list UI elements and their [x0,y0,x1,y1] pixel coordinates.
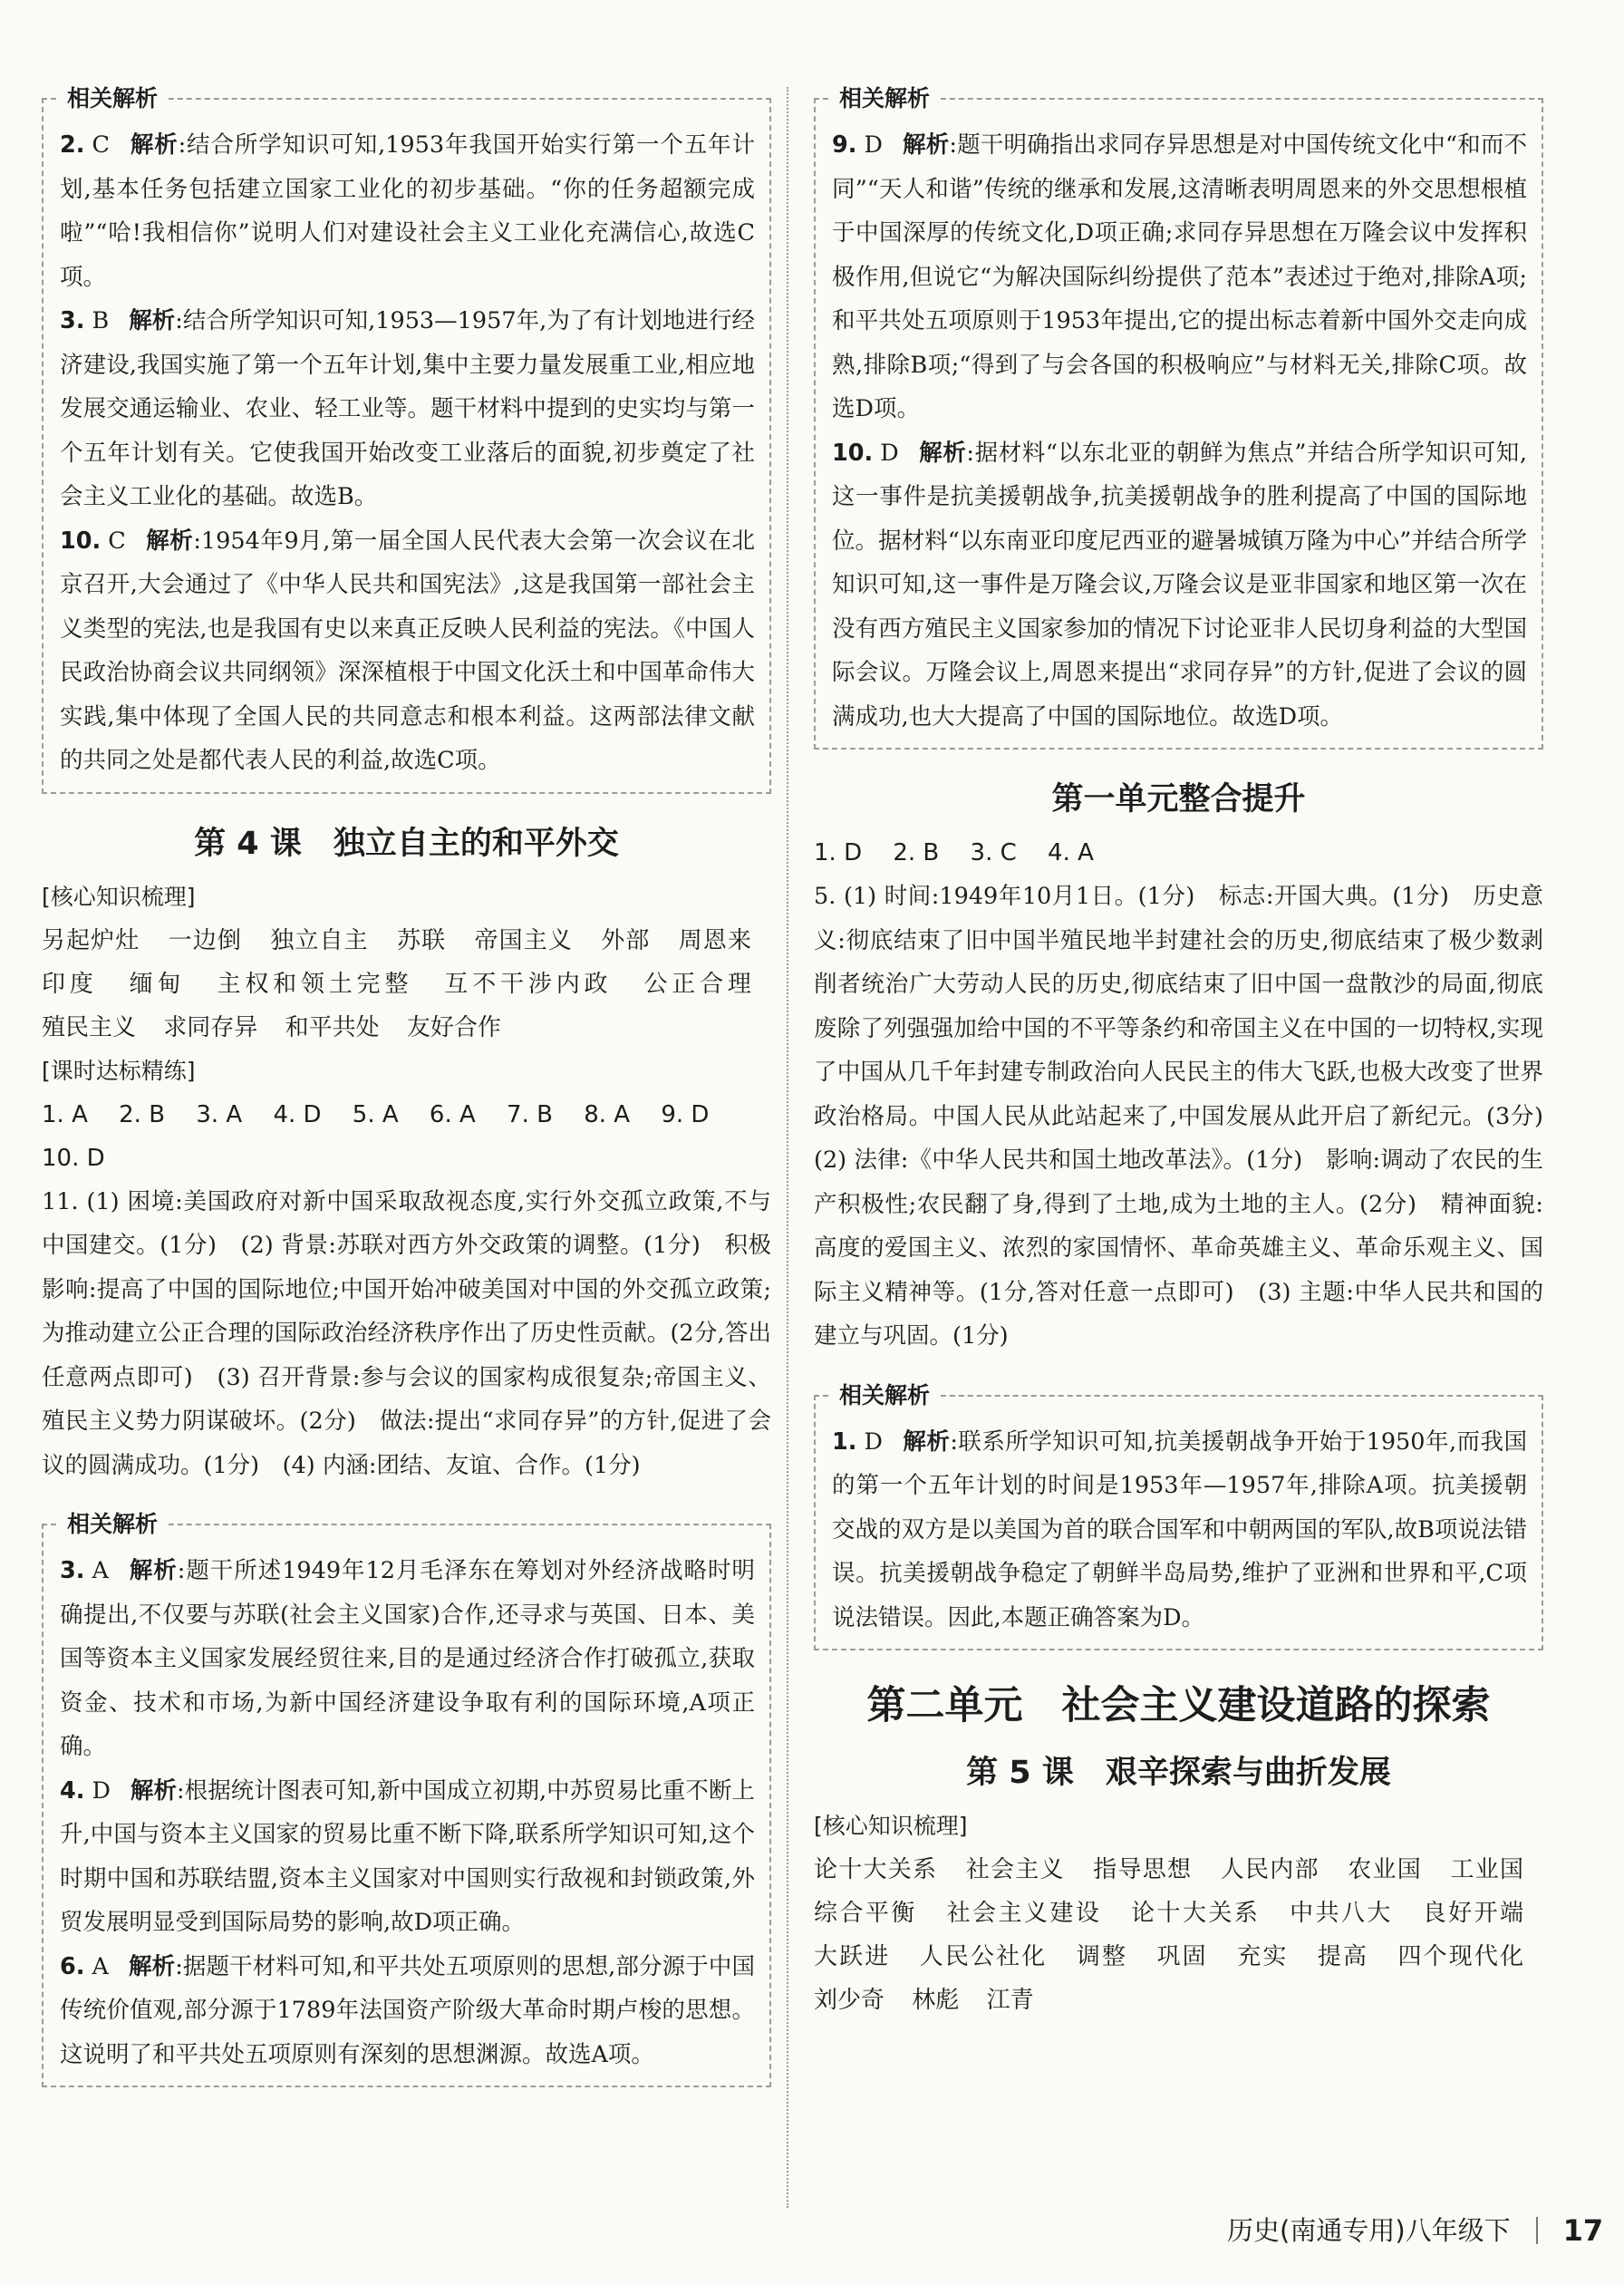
analysis-item [832,431,1527,740]
keyword: 周恩来 [678,926,751,954]
box-title: 相关解析 [828,1380,941,1411]
page-number: 17 [1562,2213,1604,2248]
answer-list [814,831,1543,875]
left-column [42,85,771,2115]
analysis-text: :据材料“以东北亚的朝鲜为焦点”并结合所学知识可知,这一事件是抗美援朝战争,抗美援朝战争的胜利提高了中国的国际地位。据材料“以东南亚印度尼西亚的避暑城镇万隆为中心”并结合所学知识可知,这一事件是万隆会议,万隆会议是亚非国家和地区第一次在没有西方殖民主义国家参加的情况下讨论亚非人民切身利益的大型国际会议。万隆会议上,周恩来提出“求同存异”的方针,促进了会议的圆满成功,也大大提高了中国的国际地位。故选D项。 [832,439,1527,731]
keyword: 主权和领土完整 [217,970,413,998]
box-title: 相关解析 [56,1509,169,1540]
analysis-label: 解析 [128,1557,178,1584]
answer-item: 7. B [507,1100,553,1128]
analysis-label: 解析 [145,527,194,555]
question-11-answer: 11. (1) 困境:美国政府对新中国采取敌视态度,实行外交孤立政策,不与中国建交。(1分) (2) 背景:苏联对西方外交政策的调整。(1分) 积极影响:提高了中国的国际地位;中国开始冲破美国对中国的外交孤立政策;为推动建立公正合理的国际政治经济秩序作出了历史性贡献。(2分,答出任意两点即可) (3) 召开背景:参与会议的国家构成很复杂;帝国主义、殖民主义势力阴谋破坏。(2分) 做法:提出“求同存异”的方针,促进了会议的圆满成功。(1分) (4) 内涵:团结、友谊、合作。(1分) [42,1187,771,1479]
analysis-text: :联系所学知识可知,抗美援朝战争开始于1950年,而我国的第一个五年计划的时间是1953年—1957年,排除A项。抗美援朝交战的双方是以美国为首的联合国军和中朝两国的军队,故B项说法错误。抗美援朝战争稳定了朝鲜半岛局势,维护了亚洲和世界和平,C项说法错误。因此,本题正确答案为D。 [832,1428,1527,1631]
keyword: 论十大关系 [814,1856,938,1883]
section-tag: [ 课时达标精练 ] [42,1053,199,1089]
analysis-item [832,123,1527,431]
analysis-label: 解析 [918,439,967,467]
answer-letter: D [864,1428,883,1456]
related-analysis-box [42,1511,771,2087]
question-number: 3. [60,307,85,334]
keyword: 工业国 [1450,1856,1523,1883]
keyword: 充实 [1237,1943,1289,1970]
answer-item: 1. A [42,1100,88,1128]
keyword: 江青 [986,1987,1034,2014]
analysis-label: 解析 [902,131,950,159]
unit-review-title: 第一单元整合提升 [1051,781,1306,818]
analysis-item [60,123,755,299]
answer-item: 3. C [970,839,1017,866]
analysis-label: 解析 [128,1952,176,1980]
answer-letter: D [92,1776,111,1805]
answer-item: 9. D [661,1100,710,1128]
keyword: 社会主义建设 [946,1900,1102,1927]
question-number: 10. [832,439,874,467]
analysis-label: 解析 [129,131,179,159]
analysis-text: :根据统计图表可知,新中国成立初期,中苏贸易比重不断上升,中国与资本主义国家的贸易比重不断下降,联系所学知识可知,这个时期中国和苏联结盟,资本主义国家对中国则实行敌视和封锁政策,外贸发展明显受到国际局势的影响,故D项正确。 [60,1776,755,1936]
keyword-list [814,1848,1543,2022]
keyword: 良好开端 [1422,1900,1523,1927]
keyword: 一边倒 [168,926,242,954]
analysis-item [60,519,755,783]
analysis-item [60,1945,755,2077]
related-analysis-box [814,1381,1543,1651]
answer-item: 1. D [814,839,863,866]
keyword: 农业国 [1348,1856,1422,1883]
analysis-text: :题干明确指出求同存异思想是对中国传统文化中“和而不同”“天人和谐”传统的继承和发展,这清晰表明周恩来的外交思想根植于中国深厚的传统文化,D项正确;求同存异思想在万隆会议中发挥积极作用,但说它“为解决国际纠纷提供了范本”表述过于绝对,排除A项;和平共处五项原则于1953年提出,它的提出标志着新中国外交走向成熟,排除B项;“得到了与会各国的积极响应”与材料无关,排除C项。故选D项。 [832,131,1527,422]
section-tag: [ 核心知识梳理 ] [42,879,199,915]
keyword: 人民公社化 [919,1943,1048,1970]
keyword: 刘少奇 [814,1987,885,2014]
analysis-label: 解析 [902,1428,951,1456]
question-number: 10. [60,527,102,555]
keyword: 中共八大 [1290,1900,1393,1927]
analysis-label: 解析 [129,307,176,334]
keyword: 苏联 [397,926,447,954]
keyword: 外部 [601,926,651,954]
answer-letter: A [92,1952,109,1980]
analysis-item [60,1769,755,1945]
question-number: 2. [60,131,85,159]
analysis-text: :题干所述1949年12月毛泽东在筹划对外经济战略时明确提出,不仅要与苏联(社会主义国家)合作,还寻求与英国、日本、美国等资本主义国家发展经贸往来,目的是通过经济合作打破孤立,获取资金、技术和市场,为新中国经济建设争取有利的国际环境,A项正确。 [60,1557,755,1760]
answer-item: 4. D [273,1100,322,1128]
analysis-text: :结合所学知识可知,1953—1957年,为了有计划地进行经济建设,我国实施了第一个五年计划,集中主要力量发展重工业,相应地发展交通运输业、农业、轻工业等。题干材料中提到的史实均与第一个五年计划有关。它使我国开始改变工业落后的面貌,初步奠定了社会主义工业化的基础。故选B。 [60,307,755,510]
section-tag: [ 核心知识梳理 ] [814,1808,972,1844]
question-number: 6. [60,1952,85,1980]
answer-item: 4. A [1048,839,1094,866]
answer-item: 10. D [42,1144,105,1172]
keyword: 和平共处 [285,1013,380,1041]
keyword: 缅甸 [129,970,186,998]
answer-letter: D [880,439,899,467]
question-number: 4. [60,1776,85,1805]
answer-letter: C [108,527,126,555]
question-5-answer: 5. (1) 时间:1949年10月1日。(1分) 标志:开国大典。(1分) 历史意义:彻底结束了旧中国半殖民地半封建社会的历史,彻底结束了极少数剥削者统治广大劳动人民的历史,彻底结束了旧中国一盘散沙的局面,彻底废除了列强强加给中国的不平等条约和帝国主义在中国的一切特权,实现了中国从几千年封建专制政治向人民民主的伟大飞跃,也极大改变了世界政治格局。中国人民从此站起来了,中国发展从此开启了新纪元。(3分) (2) 法律:《中华人民共和国土地改革法》。(1分) 影响:调动了农民的生产积极性;农民翻了身,得到了土地,成为土地的主人。(2分) 精神面貌:高度的爱国主义、浓烈的家国情怀、革命英雄主义、革命乐观主义、国际主义精神等。(1分,答对任意一点即可) (3) 主题:中华人民共和国的建立与巩固。(1分) [814,883,1567,1350]
related-analysis-box [814,85,1543,750]
unit-title: 第二单元 社会主义建设道路的探索 [866,1683,1491,1728]
keyword: 林彪 [912,1987,960,2014]
keyword: 公正合理 [643,970,751,998]
keyword: 指导思想 [1093,1856,1193,1883]
keyword: 巩固 [1156,1943,1208,1970]
keyword: 提高 [1317,1943,1369,1970]
analysis-item [60,299,755,519]
keyword: 社会主义 [965,1856,1065,1883]
subject-label: 历史(南通专用)八年级下 [1227,2215,1511,2246]
keyword: 论十大关系 [1131,1900,1261,1927]
lesson-title: 第 4 课 独立自主的和平外交 [194,825,619,862]
analysis-item [832,1420,1527,1640]
analysis-text: :结合所学知识可知,1953年我国开始实行第一个五年计划,基本任务包括建立国家工业化的初步基础。“你的任务超额完成啦”“哈!我相信你”说明人们对建设社会主义工业化充满信心,故选C项。 [60,131,755,291]
keyword: 另起炉灶 [42,926,140,954]
answer-item: 2. B [119,1100,166,1128]
analysis-label: 解析 [130,1776,178,1805]
answer-letter: C [92,131,110,159]
answer-item: 3. A [196,1100,243,1128]
question-number: 1. [832,1428,857,1456]
question-number: 9. [832,131,857,159]
answer-item: 5. A [352,1100,399,1128]
answer-item: 8. A [584,1100,631,1128]
keyword: 求同存异 [163,1013,258,1041]
answer-list [42,1093,771,1180]
keyword: 印度 [42,970,98,998]
footer-divider [1536,2217,1538,2244]
answer-letter: B [92,307,110,334]
question-number: 3. [60,1557,85,1584]
right-column [814,85,1567,2022]
keyword: 综合平衡 [814,1900,917,1927]
page-footer [1227,2206,1603,2255]
box-title: 相关解析 [56,83,169,114]
analysis-text: :1954年9月,第一届全国人民代表大会第一次会议在北京召开,大会通过了《中华人民共和国宪法》,这是我国第一部社会主义类型的宪法,也是我国有史以来真正反映人民利益的宪法。《中国人民政治协商会议共同纲领》深深植根于中国文化沃土和中国革命伟大实践,集中体现了全国人民的共同意志和根本利益。这两部法律文献的共同之处是都代表人民的利益,故选C项。 [60,527,755,774]
keyword: 调整 [1076,1943,1128,1970]
keyword: 友好合作 [406,1013,501,1041]
lesson-title: 第 5 课 艰辛探索与曲折发展 [966,1755,1391,1791]
answer-letter: D [864,131,883,159]
box-title: 相关解析 [828,83,941,114]
keyword-list [42,919,771,1050]
keyword: 殖民主义 [42,1013,137,1041]
answer-letter: A [92,1557,109,1584]
keyword: 人民内部 [1220,1856,1320,1883]
keyword: 互不干涉内政 [444,970,613,998]
related-analysis-box [42,85,771,794]
answer-item: 2. B [893,839,940,866]
column-divider [787,87,788,2208]
keyword: 帝国主义 [474,926,573,954]
answer-item: 6. A [429,1100,476,1128]
analysis-item [60,1549,755,1769]
analysis-text: :据题干材料可知,和平共处五项原则的思想,部分源于中国传统价值观,部分源于1789年法国资产阶级大革命时期卢梭的思想。这说明了和平共处五项原则有深刻的思想渊源。故选A项。 [60,1952,755,2068]
keyword: 大跃进 [814,1943,891,1970]
keyword: 独立自主 [270,926,369,954]
keyword: 四个现代化 [1397,1943,1524,1970]
